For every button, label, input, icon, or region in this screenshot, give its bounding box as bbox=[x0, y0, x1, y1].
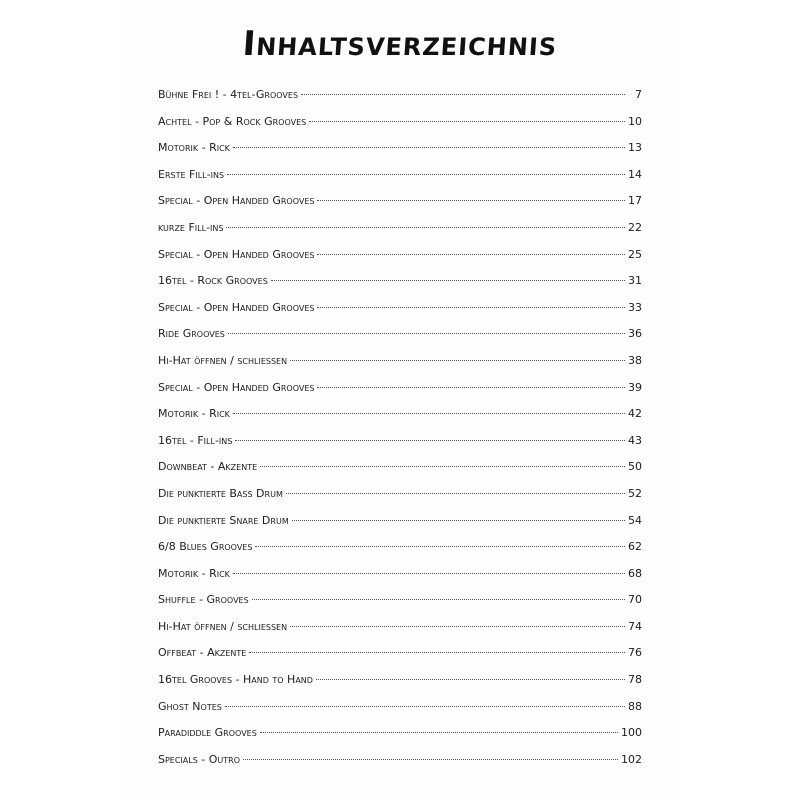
dot-leader bbox=[292, 520, 625, 521]
toc-entry-title: Offbeat - Akzente bbox=[158, 646, 247, 660]
toc-entry-title: 16tel - Rock Grooves bbox=[158, 274, 268, 288]
toc-page-number: 17 bbox=[628, 194, 642, 208]
toc-page-number: 62 bbox=[628, 540, 642, 554]
toc-entry[interactable] bbox=[158, 407, 642, 434]
dot-leader bbox=[317, 387, 625, 388]
dot-leader bbox=[317, 307, 625, 308]
toc-entry[interactable] bbox=[158, 460, 642, 487]
toc-entry-title: Ride Grooves bbox=[158, 327, 225, 341]
toc-entry-title: Specials - Outro bbox=[158, 752, 241, 766]
toc-entry[interactable] bbox=[158, 540, 642, 567]
toc-entry[interactable] bbox=[158, 593, 642, 620]
dot-leader bbox=[260, 732, 618, 733]
toc-entry-title: Hi-Hat öffnen / schliessen bbox=[158, 619, 288, 633]
toc-entry-title: Die punktierte Bass Drum bbox=[158, 486, 283, 500]
toc-page-number: 14 bbox=[628, 167, 642, 181]
dot-leader bbox=[233, 147, 625, 148]
toc-page-number: 78 bbox=[628, 673, 642, 687]
toc-entry[interactable] bbox=[158, 248, 642, 275]
dot-leader bbox=[286, 493, 625, 494]
toc-entry-title: Motorik - Rick bbox=[158, 141, 230, 155]
toc-entry[interactable] bbox=[158, 301, 642, 328]
dot-leader bbox=[271, 280, 625, 281]
dot-leader bbox=[249, 652, 625, 653]
dot-leader bbox=[316, 679, 625, 680]
toc-entry-title: 6/8 Blues Grooves bbox=[158, 540, 253, 554]
toc-entry[interactable] bbox=[158, 194, 642, 221]
toc-page-number: 50 bbox=[628, 460, 642, 474]
dot-leader bbox=[228, 333, 625, 334]
toc-entry[interactable] bbox=[158, 620, 642, 647]
toc-page-number: 31 bbox=[628, 274, 642, 288]
dot-leader bbox=[225, 706, 625, 707]
toc-entry-title: Shuffle - Grooves bbox=[158, 593, 249, 607]
toc-entry-title: Erste Fill-ins bbox=[158, 167, 225, 181]
toc-page-number: 10 bbox=[628, 114, 642, 128]
dot-leader bbox=[255, 546, 625, 547]
toc-entry[interactable] bbox=[158, 354, 642, 381]
toc-page-number: 68 bbox=[628, 566, 642, 580]
toc-entry-title: Ghost Notes bbox=[158, 699, 222, 713]
toc-page-number: 7 bbox=[635, 88, 642, 101]
toc-page-number: 54 bbox=[628, 513, 642, 527]
toc-entry[interactable] bbox=[158, 487, 642, 514]
dot-leader bbox=[290, 626, 625, 627]
toc-entry[interactable] bbox=[158, 434, 642, 461]
toc-entry[interactable] bbox=[158, 327, 642, 354]
toc-entry[interactable] bbox=[158, 381, 642, 408]
toc-page-number: 39 bbox=[628, 380, 642, 394]
toc-entry[interactable] bbox=[158, 753, 642, 780]
toc-page-number: 13 bbox=[628, 141, 642, 155]
toc-entry-title: Paradiddle Grooves bbox=[158, 726, 257, 740]
toc-page-number: 33 bbox=[628, 300, 642, 314]
toc-entry[interactable] bbox=[158, 168, 642, 195]
dot-leader bbox=[235, 440, 625, 441]
toc-page-number: 52 bbox=[628, 486, 642, 500]
toc-entry[interactable] bbox=[158, 115, 642, 142]
toc-entry-title: Special - Open Handed Grooves bbox=[158, 300, 315, 314]
toc-entry[interactable] bbox=[158, 726, 642, 753]
toc-entry[interactable] bbox=[158, 700, 642, 727]
dot-leader bbox=[317, 200, 625, 201]
dot-leader bbox=[233, 413, 625, 414]
toc-entry-title: Special - Open Handed Grooves bbox=[158, 380, 315, 394]
toc-entry-title: kurze Fill-ins bbox=[158, 220, 224, 234]
dot-leader bbox=[309, 121, 625, 122]
toc-page-number: 100 bbox=[621, 726, 642, 740]
toc-entry-title: Downbeat - Akzente bbox=[158, 460, 258, 474]
toc-entry-title: Special - Open Handed Grooves bbox=[158, 194, 315, 208]
dot-leader bbox=[233, 573, 625, 574]
toc-entry[interactable] bbox=[158, 141, 642, 168]
toc-entry-title: Hi-Hat öffnen / schliessen bbox=[158, 353, 288, 367]
toc-entry-title: Achtel - Pop & Rock Grooves bbox=[158, 114, 307, 128]
dot-leader bbox=[301, 94, 625, 95]
toc-page-number: 43 bbox=[628, 433, 642, 447]
dot-leader bbox=[226, 227, 625, 228]
toc-page-number: 22 bbox=[628, 220, 642, 234]
dot-leader bbox=[290, 360, 625, 361]
toc-entry[interactable] bbox=[158, 88, 642, 115]
toc-page-number: 74 bbox=[628, 619, 642, 633]
toc-entry[interactable] bbox=[158, 646, 642, 673]
toc-page-number: 38 bbox=[628, 353, 642, 367]
dot-leader bbox=[252, 599, 625, 600]
toc-entry-title: Special - Open Handed Grooves bbox=[158, 247, 315, 261]
toc-page-number: 36 bbox=[628, 327, 642, 341]
toc-entry[interactable] bbox=[158, 274, 642, 301]
toc-page-number: 25 bbox=[628, 247, 642, 261]
dot-leader bbox=[260, 466, 625, 467]
toc-page-number: 42 bbox=[628, 407, 642, 421]
dot-leader bbox=[317, 254, 625, 255]
table-of-contents bbox=[158, 88, 642, 779]
dot-leader bbox=[227, 174, 625, 175]
toc-page-number: 102 bbox=[621, 752, 642, 766]
toc-page-number: 70 bbox=[628, 593, 642, 607]
toc-entry-title: Motorik - Rick bbox=[158, 407, 230, 421]
toc-entry[interactable] bbox=[158, 514, 642, 541]
toc-entry-title: Motorik - Rick bbox=[158, 566, 230, 580]
toc-entry-title: 16tel - Fill-ins bbox=[158, 433, 233, 447]
toc-entry[interactable] bbox=[158, 567, 642, 594]
toc-page-number: 76 bbox=[628, 646, 642, 660]
toc-entry-title: Bühne Frei ! - 4tel-Grooves bbox=[158, 88, 299, 101]
toc-entry-title: Die punktierte Snare Drum bbox=[158, 513, 289, 527]
dot-leader bbox=[243, 759, 618, 760]
toc-entry[interactable] bbox=[158, 673, 642, 700]
toc-entry-title: 16tel Grooves - Hand to Hand bbox=[158, 673, 313, 687]
toc-page-number: 88 bbox=[628, 699, 642, 713]
page-title: Inhaltsverzeichnis bbox=[241, 24, 559, 64]
toc-entry[interactable] bbox=[158, 221, 642, 248]
